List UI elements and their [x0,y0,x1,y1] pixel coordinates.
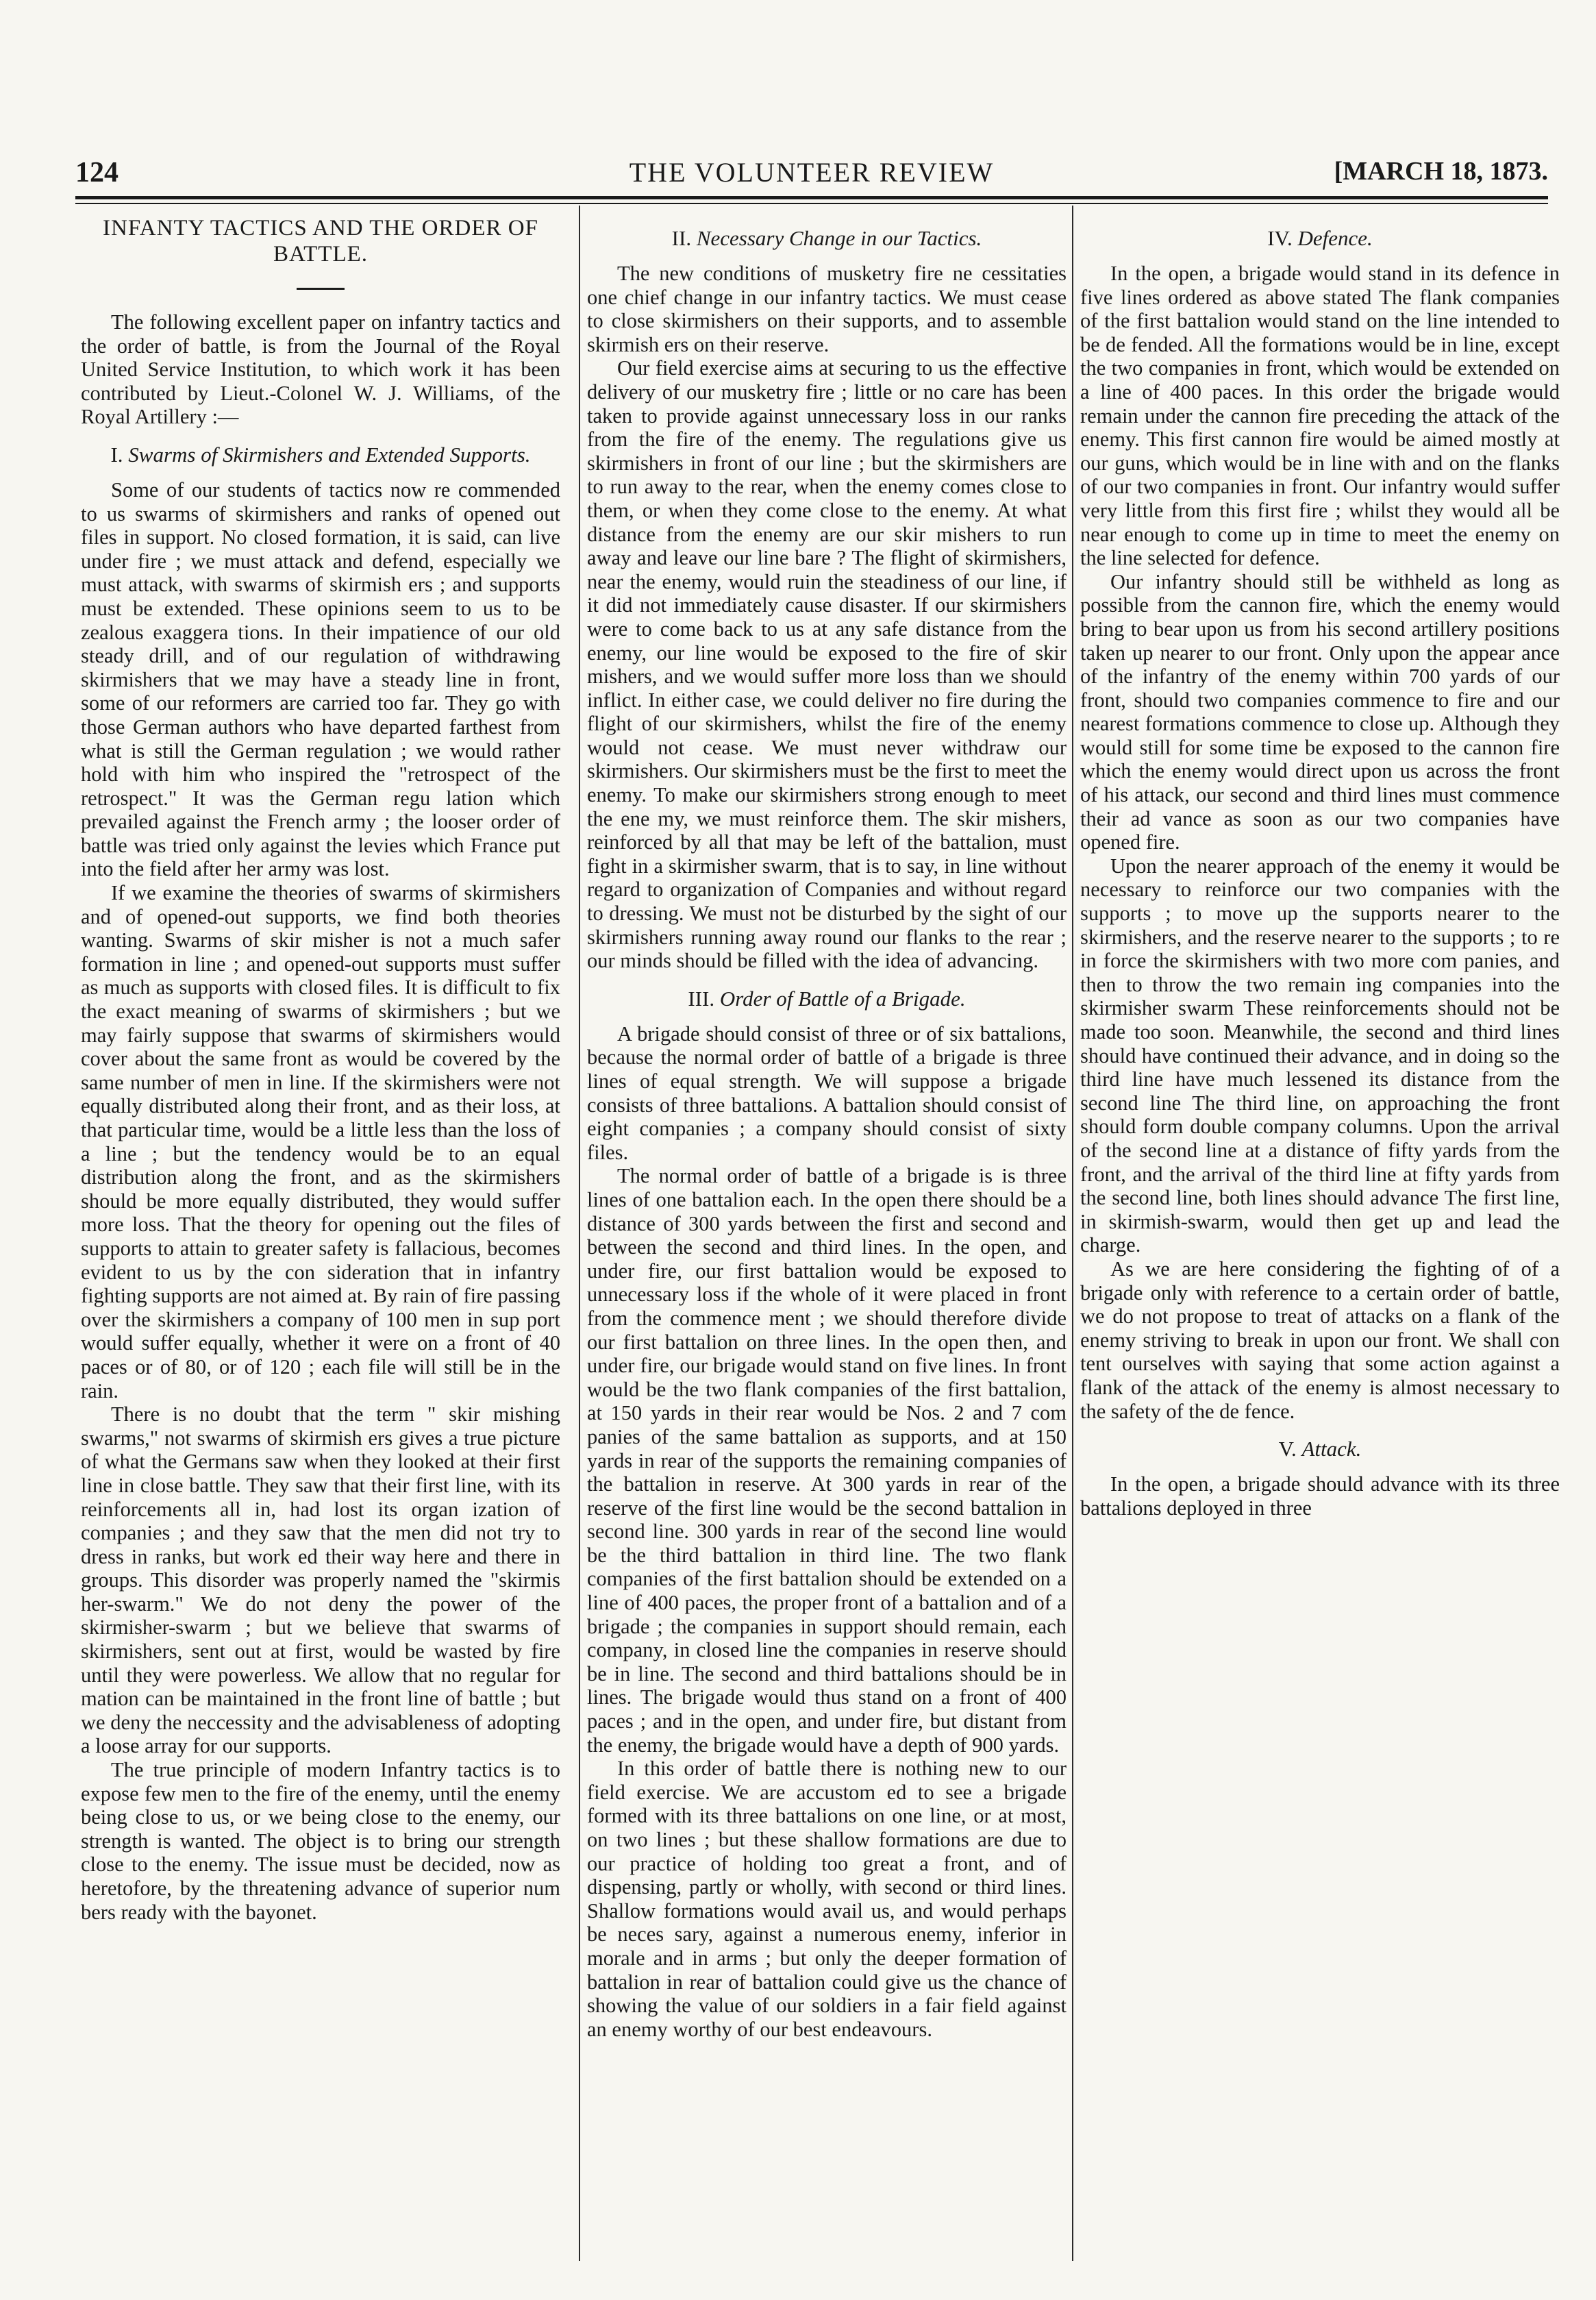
paragraph: The true principle of modern Infantry tactics is to expose few men to the fire of the enemy, until the enemy being close to us, or we being close to the enemy, our strength is wanted. The object is to bring our strength close to the enemy. The issue must be decided, now as heretofore, by the threatening advance of superior num bers ready with the bayonet. [81,1758,560,1924]
header-rule [75,196,1548,199]
article-title: INFANTY TACTICS AND THE ORDER OF BATTLE. [103,216,538,267]
header-rule-thin [75,203,1548,204]
page-header [75,156,1548,197]
column-divider [579,206,580,2261]
paragraph: In this order of battle there is nothing new to our field exercise. We are accustom ed to see a brigade formed with its three battalions on one line, or at most, on two lines ; but these shallow formations are due to our practice of holding too great a front, and of dispensing, partly or wholly, with second or third lines. Shallow formations would avail us, and would perhaps be neces sary, against a numerous enemy, inferior in morale and in arms ; but only the deeper formation of battalion in rear of battalion could give us the chance of showing the value of our soldiers in a fair field against an enemy worthy of our best endeavours. [587,1757,1067,2041]
paragraph: Some of our students of tactics now re commended to us swarms of skirmishers and ranks of opened out files in support. No closed formation, it is said, can live under fire ; we must attack and defend, especially we must attack, with swarms of skirmish ers ; and supports must be extended. These opinions seem to us to be zealous exaggera tions. In their impatience of our old steady drill, and of our regulation of withdrawing skirmishers that we may have a steady line in front, some of our reformers are carried too far. They go with those German authors who have departed farthest from what is still the German regulation ; we would rather hold with him who inspired the "retrospect of the retrospect." It was the German regu lation which prevailed against the French army ; the looser order of battle was tried only against the levies which France put into the field after her army was lost. [81,478,560,881]
paragraph: The normal order of battle of a brigade is is three lines of one battalion each. In the open there should be a distance of 300 yards between the first and second and between the second and third lines. In the open, and under fire, our first battalion would be exposed to unnecessary loss if the whole of it were placed in front from the commence ment ; we should therefore divide our first battalion on three lines. In the open then, and under fire, our brigade would stand on five lines. In front would be the two flank companies of the first battalion, at 150 yards in their rear would be Nos. 2 and 7 com panies of the same battalion as supports, and at 150 yards in rear of the supports the remaining companies of the battalion in reserve. At 300 yards in rear of the reserve of the first line would be the second battalion in second line. 300 yards in rear of the second line would be the third battalion in third line. The two flank companies of the first battalion should be extended on a line of 400 paces, the proper front of a battalion and of a brigade ; the companies in support should remain, each company, in closed line the companies in reserve should be in line. The second and third battalions should be in lines. The brigade would thus stand on a front of 400 paces ; and in the open, and under fire, but distant from the enemy, the brigade would have a depth of 900 yards. [587,1164,1067,1757]
section-heading: I. Swarms of Skirmishers and Extended Supports. [110,442,531,467]
paragraph: As we are here considering the fighting of of a brigade only with reference to a certain order of battle, we do not propose to treat of attacks on a flank of the enemy striving to break in upon our front. We shall con tent ourselves with saying that some action against a flank of the attack of the enemy is almost necessary to the safety of the de fence. [1080,1257,1560,1423]
paragraph: A brigade should consist of three or of six battalions, because the normal order of battle of a brigade is three lines of equal strength. We will suppose a brigade consists of three battalions. A battalion should consist of eight companies ; a company should consist of sixty files. [587,1022,1067,1164]
paragraph: Our infantry should still be withheld as long as possible from the cannon fire, which the enemy would bring to bear upon us from his second artillery positions taken up nearer to our front. Only upon the appear ance of the infantry of the enemy within 700 yards of our front, should two companies commence to fire and our nearest formations commence to close up. Although they would still for some time be exposed to the cannon fire which the enemy would direct upon us across the front of his attack, our second and third lines must commence their ad vance as soon as our two companies have opened fire. [1080,569,1560,854]
section-3 [587,987,1067,2042]
section-2 [587,226,1067,973]
column-divider [1072,206,1073,2261]
section-heading: IV. Defence. [1267,226,1373,250]
issue-date: [MARCH 18, 1873. [1334,157,1548,186]
page-number: 124 [75,157,119,188]
section-1 [81,443,560,1924]
section-heading: II. Necessary Change in our Tactics. [671,226,982,250]
publication-title: THE VOLUNTEER REVIEW [629,157,995,188]
section-5 [1080,1437,1560,1520]
paragraph: The new conditions of musketry fire ne cessitaties one chief change in our infantry tactics. We must cease to close skirmishers on their supports, and to assemble skirmish ers on their reserve. [587,262,1067,356]
column-3 [1080,212,1560,2261]
section-heading: V. Attack. [1278,1437,1362,1461]
article-intro: The following excellent paper on infantry tactics and the order of battle, is from the Journal of the Royal United Service Institution, to which work it has been contributed by Lieut.-Colonel W. J. Williams, of the Royal Artillery :— [81,310,560,429]
paragraph: If we examine the theories of swarms of skirmishers and of opened-out supports, we find both theories wanting. Swarms of skir misher is not a much safer formation in line ; and opened-out supports must suffer as much as supports with closed files. It is difficult to fix the exact meaning of swarms of skirmishers ; but we may fairly suppose that swarms of skirmishers would cover about the same front as would be covered by the same number of men in line. If the skirmishers were not equally distributed along their front, and as their loss, at that particular time, would be a little less than the loss of a line ; but the tendency would be to an equal distribution along the front, and as the skirmishers should be more equally distributed, they would suffer more loss. That the theory for opening out the files of supports to attain to greater safety is fallacious, becomes evident to us by the con sideration that in infantry fighting supports are not aimed at. By rain of fire passing over the skirmishers a company of 100 men in sup port would suffer equally, whether it were on a front of 40 paces or of 80, or of 120 ; each file will still be in the rain. [81,881,560,1402]
paragraph: In the open, a brigade would stand in its defence in five lines ordered as above stated The flank companies of the first battalion would stand on the line intended to be de fended. All the formations would be in line, except the two companies in front, which would be extended on a line of 400 paces. In this order the brigade would remain under the cannon fire preceding the attack of the enemy. This first cannon fire would be aimed mostly at our guns, which would be in line with and on the flanks of our two companies in front. Our infantry would suffer very little from this first fire ; whilst they would all be near enough to come up in time to meet the enemy on the line selected for defence. [1080,262,1560,570]
paragraph: There is no doubt that the term " skir mishing swarms," not swarms of skirmish ers gives a true picture of what the Germans saw when they looked at their first line in close battle. They saw that their first line, with its reinforcements all in, had lost its organ ization of companies ; and they saw that the men did not try to dress in ranks, but work ed their way here and there in groups. This disorder was properly named the "skirmis her-swarm." We do not deny the power of the skirmisher-swarm ; but we believe that swarms of skirmishers, sent out at first, would be wasted by fire until they were powerless. We allow that no regular for mation can be maintained in the front line of battle ; but we deny the neccessity and the advisableness of adopting a loose array for our supports. [81,1402,560,1758]
paragraph: Our field exercise aims at securing to us the effective delivery of our musketry fire ; little or no care has been taken to provide against unnecessary loss in our ranks from the fire of the enemy. The regulations give us skirmishers in front of our line ; but the skirmishers are to run away to the rear, when the enemy comes close to them, or when they come close to the enemy. At what distance from the enemy are our skir mishers to run away and leave our line bare ? The flight of skirmishers, near the enemy, would ruin the steadiness of our line, if it did not immediately cause disaster. If our skirmishers were to come back to us at any safe distance from the enemy, our line would be exposed to the fire of skir mishers, and we would suffer more loss than we should inflict. In either case, we could deliver no fire during the flight of our skirmishers, whilst the fire of the enemy would not cease. We must never withdraw our skirmishers. Our skirmishers must be the first to meet the enemy. To make our skirmishers strong enough to meet the ene my, we must reinforce them. The skir mishers, reinforced by all that may be left of the battalion, must fight in a skirmisher swarm, that is to say, in line without regard to organization of Companies and without regard to dressing. We must not be disturbed by the sight of our skirmishers running away round our flanks to the rear ; our minds should be filled with the idea of advancing. [587,356,1067,973]
column-2 [587,212,1067,2261]
paragraph: Upon the nearer approach of the enemy it would be necessary to reinforce our two companies with the supports ; to move up the supports nearer to the skirmishers, and the reserve nearer to the supports ; to re in force the skirmishers with two more com panies, and then to throw the two remain ing companies into the skirmisher swarm These reinforcements should not be made too soon. Meanwhile, the second and third lines should have continued their advance, and in doing so the third line have much lessened its distance from the second line The third line, on approaching the front should form double company columns. Upon the arrival of the second line at a distance of fifty yards from the front, and the arrival of the third line at fifty yards from the second line, both lines should advance The first line, in skirmish-swarm, would then get up and lead the charge. [1080,854,1560,1257]
paragraph: In the open, a brigade should advance with its three battalions deployed in three [1080,1472,1560,1520]
title-dash [297,288,345,290]
column-1 [81,212,560,2261]
section-heading: III. Order of Battle of a Brigade. [688,986,966,1011]
section-4 [1080,226,1560,1423]
